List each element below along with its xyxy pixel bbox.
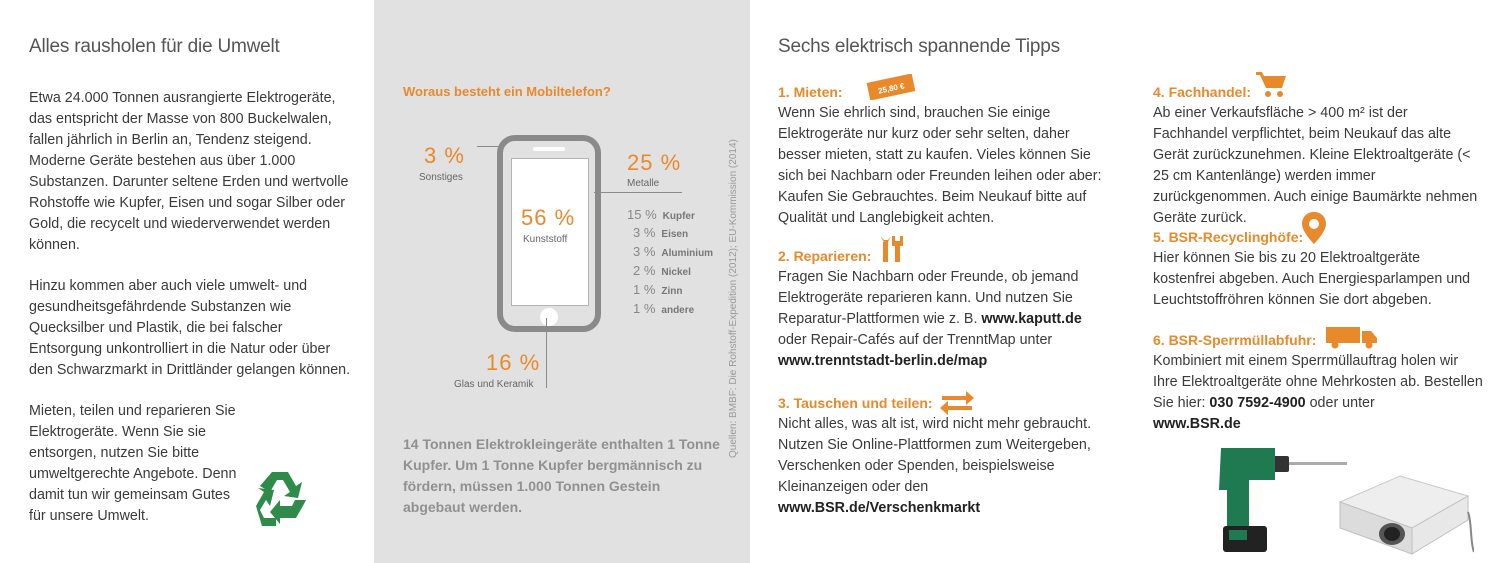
tip-bulky-waste (1153, 330, 1483, 435)
infographic-title: Woraus besteht ein Mobiltelefon? (403, 84, 611, 99)
intro-paragraph-3: Mieten, teilen und reparieren Sie Elektrogeräte. Wenn Sie sie entsorgen, nutzen Sie bitte umweltgerechte Angebote. Denn damit tun wir gemeinsam Gutes für unsere Umwelt. (29, 403, 237, 524)
tip-retailer (1153, 82, 1483, 229)
kaputt-link[interactable]: www.kaputt.de (981, 311, 1082, 327)
trenntmap-link[interactable]: www.trenntstadt-berlin.de/map (778, 353, 988, 369)
intro-paragraph-1: Etwa 24.000 Tonnen ausrangierte Elektrogeräte, das entspricht der Masse von 800 Buckelwalen, fallen jährlich in Berlin an, Tendenz steigend. Moderne Geräte bestehen aus über 1.000 Substanzen. Darunter seltene Erden und wertvolle Rohstoffe wie Kupfer, Eisen und sogar Silber oder Gold, die recycelt und wiederverwendet werden können. (29, 90, 349, 253)
metalle-label: Metalle (627, 178, 660, 189)
metal-row: 1 % Zinn (633, 282, 683, 297)
tip-rent (778, 82, 1108, 229)
intro-column (0, 0, 374, 563)
tip-share-heading: 3. Tauschen und teilen: (778, 395, 933, 411)
intro-title: Alles rausholen für die Umwelt (29, 36, 280, 57)
glas-connector (546, 318, 547, 388)
glas-percent: 16 % (486, 350, 541, 375)
tip-repair (778, 246, 1108, 372)
tip-recycling-heading: 5. BSR-Recyclinghöfe: (1153, 229, 1304, 245)
sonstiges-percent: 3 % (424, 143, 465, 168)
sonstiges-connector (477, 146, 499, 147)
tools-icon (878, 234, 906, 264)
verschenkmarkt-link[interactable]: www.BSR.de/Verschenkmarkt (778, 500, 981, 516)
metal-row: 3 % Eisen (633, 225, 689, 240)
intro-paragraph-2: Hinzu kommen aber auch viele umwelt- und gesundheitsgefährdende Substanzen wie Quecksilber und Plastik, die bei falscher Entsorgung unkontrolliert in die Natur oder über den Schwarzmarkt in Drittländer gelangen können. (29, 278, 351, 378)
tip-bulky-heading: 6. BSR-Sperrmüllabfuhr: (1153, 332, 1317, 348)
tips-title: Sechs elektrisch spannende Tipps (778, 36, 1060, 57)
metal-row: 2 % Nickel (633, 263, 691, 278)
phone-infographic-panel (374, 0, 750, 563)
phone-speaker (533, 147, 565, 151)
phone-home-button (540, 308, 558, 326)
metal-row: 15 % Kupfer (627, 207, 695, 222)
tip-repair-text: Fragen Sie Nachbarn oder Freunde, ob jemand Elektrogeräte reparieren kann. Und nutzen Sie Reparatur-Plattformen wie z. B. www.kaputt.de oder Repair-Cafés auf der TrenntMap unter www.trenntstadt-berlin.de/map (778, 269, 1082, 369)
truck-icon (1326, 325, 1378, 349)
metal-row: 1 % andere (633, 301, 695, 316)
price-tag-icon (866, 74, 916, 100)
tip-recycling-text: Hier können Sie bis zu 20 Elektroaltgeräte kostenfrei abgeben. Auch Energiesparlampen und Leuchtstoffröhren können Sie dort abgeben. (1153, 250, 1471, 308)
recycle-icon (248, 466, 312, 530)
location-pin-icon (1302, 212, 1326, 244)
glas-label: Glas und Keramik (454, 379, 534, 390)
tip-rent-heading: 1. Mieten: (778, 84, 843, 100)
sources-note: Quellen: BMBF: Die Rohstoff-Expedition (2012); EU-Kommission (2014) (728, 139, 739, 458)
arrows-swap-icon (938, 387, 976, 415)
metal-row: 3 % Aluminium (633, 244, 714, 259)
tips-column (750, 0, 1500, 563)
tip-bulky-text: Kombiniert mit einem Sperrmüllauftrag holen wir Ihre Elektroaltgeräte ohne Mehrkosten ab. Bestellen Sie hier: 030 7592-4900 oder unter www.BSR.de (1153, 353, 1483, 432)
metalle-connector (594, 192, 682, 193)
cart-icon (1256, 70, 1288, 98)
kunststoff-label: Kunststoff (523, 234, 568, 245)
tip-share-text: Nicht alles, was alt ist, wird nicht mehr gebraucht. Nutzen Sie Online-Plattformen zum Weitergeben, Verschenken oder Spenden, beispielsweise Kleinanzeigen oder den www.BSR.de/Verschenkmarkt (778, 416, 1092, 516)
phone-screen (511, 158, 589, 306)
phone-number[interactable]: 030 7592-4900 (1209, 395, 1306, 411)
metalle-percent: 25 % (627, 150, 682, 175)
svg-text:25,80 €: 25,80 € (877, 81, 906, 96)
bsr-link[interactable]: www.BSR.de (1153, 416, 1241, 432)
tip-rent-text: Wenn Sie ehrlich sind, brauchen Sie einige Elektrogeräte nur kurz oder sehr selten, daher besser mieten, statt zu kaufen. Vieles können Sie sich bei Nachbarn oder Freunden leihen oder aber: Kaufen Sie Gebrauchtes. Beim Neukauf bitte auf Qualität und Langlebigkeit achten. (778, 105, 1102, 226)
copper-fact: 14 Tonnen Elektrokleingeräte enthalten 1 Tonne Kupfer. Um 1 Tonne Kupfer bergmännisch zu fördern, müssen 1.000 Tonnen Gestein abgebaut werden. (403, 436, 720, 515)
sonstiges-label: Sonstiges (419, 172, 463, 183)
tip-repair-heading: 2. Reparieren: (778, 248, 872, 264)
tip-retailer-heading: 4. Fachhandel: (1153, 84, 1252, 100)
kunststoff-percent: 56 % (521, 205, 576, 230)
projector-image (1330, 462, 1474, 560)
tip-retailer-text: Ab einer Verkaufsfläche > 400 m² ist der Fachhandel verpflichtet, beim Neukauf das alte Gerät zurückzunehmen. Kleine Elektroaltgeräte (< 25 cm Kantenlänge) werden immer zurückgenommen. Auch einige Baumärkte nehmen Geräte zurück. (1153, 105, 1478, 226)
